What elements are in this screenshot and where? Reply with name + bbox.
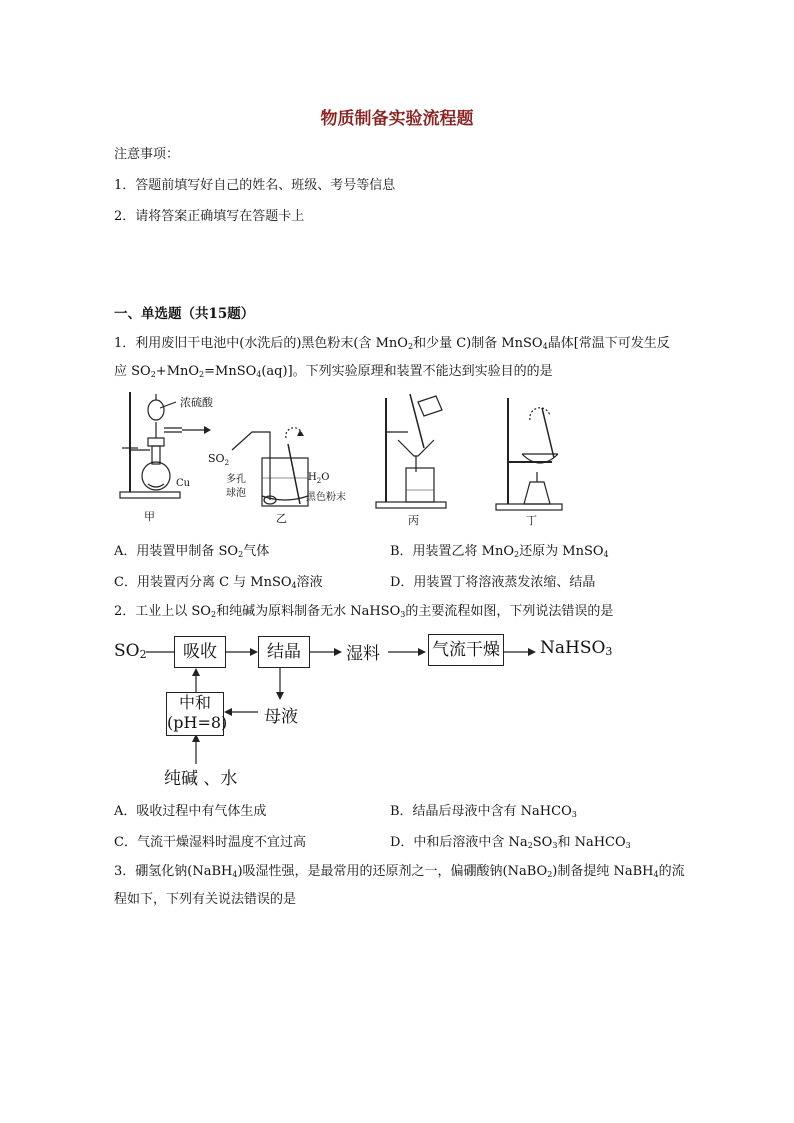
q2-flow-diagram (112, 630, 632, 790)
label-porous: 多孔 (226, 474, 246, 485)
label-conc-acid: 浓硫酸 (180, 396, 213, 409)
q2-option-a[interactable]: A．吸收过程中有气体生成 (114, 804, 267, 819)
q3-stem-line1: 3．硼氢化钠(NaBH$_4$)吸湿性强，是最常用的还原剂之一，偏硼酸钠(NaBO$_2$)制备提纯 NaBH$_4$的流 (114, 864, 685, 879)
label-black-powder: 黑色粉末 (306, 492, 346, 503)
flow-mother-liquor: 母液 (264, 707, 298, 727)
label-cu: Cu (176, 478, 191, 489)
q2-option-c[interactable]: C．气流干燥湿料时温度不宜过高 (114, 835, 306, 850)
q2-stem: 2．工业上以 $SO_2$和纯碱为原料制备无水 NaHSO$_3$的主要流程如图，下列说法错误的是 (114, 604, 614, 619)
page-title: 物质制备实验流程题 (320, 109, 474, 129)
apparatus-jia (120, 392, 182, 498)
notice-item-2: 2．请将答案正确填写在答题卡上 (114, 209, 305, 224)
q3-stem-line2: 程如下，下列有关说法错误的是 (114, 892, 297, 907)
q2-option-b[interactable]: B．结晶后母液中含有 NaHCO$_3$ (390, 804, 577, 819)
apparatus-ding (496, 398, 562, 510)
q1-option-b[interactable]: B．用装置乙将 MnO$_2$还原为 MnSO$_4$ (390, 544, 609, 559)
label-ding: 丁 (526, 514, 537, 527)
q1-option-d[interactable]: D．用装置丁将溶液蒸发浓缩、结晶 (390, 575, 596, 590)
q1-stem-line2: 应 $SO_2+MnO_2=MnSO_4(aq)$]。下列实验原理和装置不能达到实验目的的是 (114, 364, 553, 379)
label-bing: 丙 (408, 514, 419, 527)
label-h2o: $H_2O$ (308, 472, 330, 485)
label-jia: 甲 (144, 510, 155, 523)
q2-option-d[interactable]: D．中和后溶液中含 $Na_2SO_3$和 NaHCO$_3$ (390, 835, 631, 850)
q1-stem-line1: 1．利用废旧干电池中(水洗后的)黑色粉末(含 MnO$_2$和少量 C)制备 MnSO$_4$晶体[常温下可发生反 (114, 336, 670, 351)
q1-option-c[interactable]: C．用装置丙分离 C 与 MnSO$_4$溶液 (114, 575, 323, 590)
section-title: 一、单选题（共15题） (114, 306, 255, 322)
label-so2: $SO_2$ (208, 452, 230, 467)
apparatus-bing (376, 394, 446, 508)
notice-heading: 注意事项： (114, 147, 180, 162)
q1-option-a[interactable]: A．用装置甲制备 $SO_2$气体 (114, 544, 270, 559)
label-bulb: 球泡 (226, 488, 246, 499)
flow-box-dry: 气流干燥 (428, 634, 504, 666)
q1-apparatus-figure (112, 388, 592, 530)
label-yi: 乙 (276, 512, 287, 525)
flow-soda-water: 纯碱 、水 (164, 769, 238, 789)
flow-product: NaHSO$_3$ (540, 638, 613, 658)
flow-so2: $SO_2$ (114, 641, 147, 661)
flow-box-crystal: 结晶 (258, 636, 310, 668)
flow-box-absorb: 吸收 (174, 636, 226, 668)
flow-box-neutralize: 中和 (pH=8) (166, 692, 224, 736)
notice-item-1: 1．答题前填写好自己的姓名、班级、考号等信息 (114, 178, 396, 193)
flow-wet-material: 湿料 (346, 644, 380, 664)
